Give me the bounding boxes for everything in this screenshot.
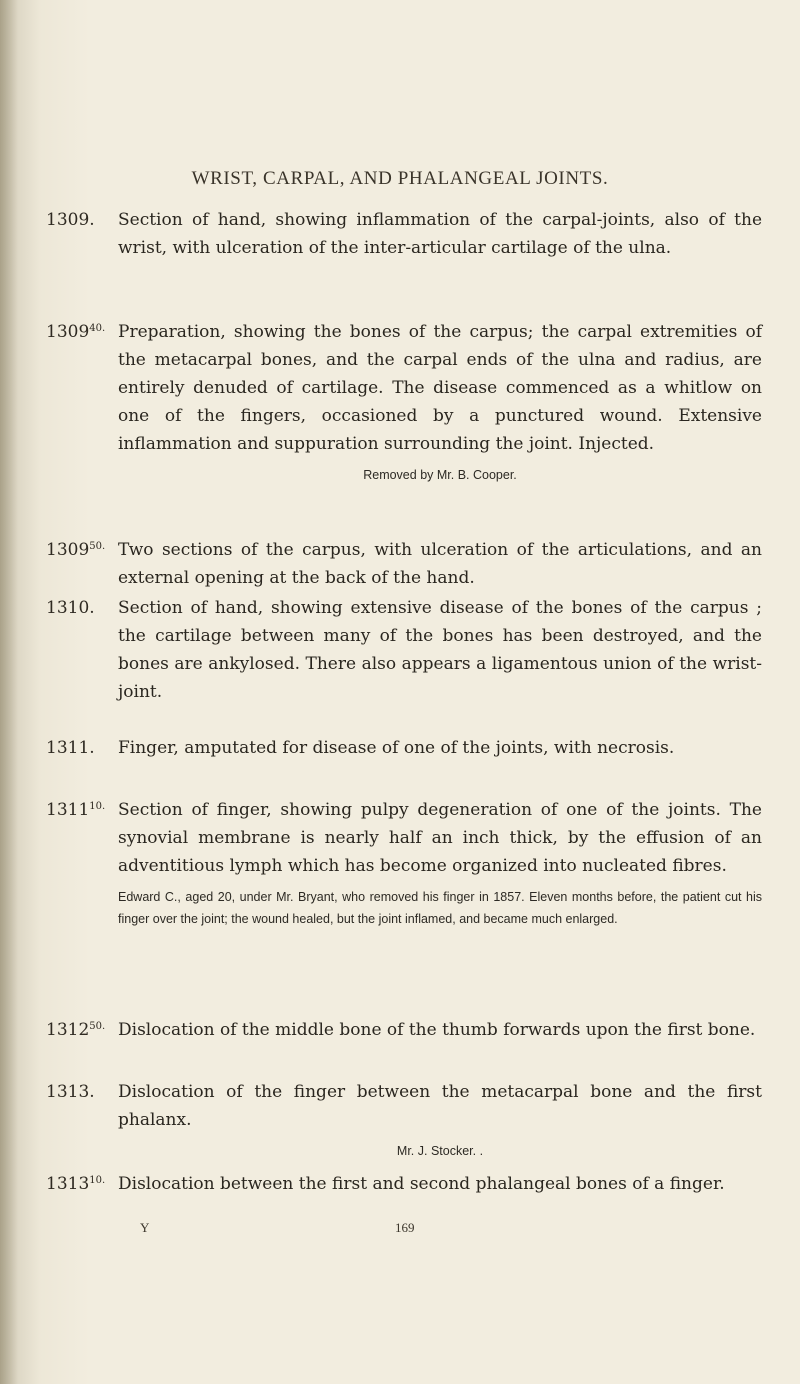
catalogue-entry-1312-50 xyxy=(46,1016,762,1044)
entry-number: 1313. xyxy=(46,1082,95,1102)
entry-number: $1313^{10.}$ xyxy=(46,1174,106,1194)
page-edge-shadow xyxy=(0,0,18,1384)
signature-mark: Y xyxy=(140,1220,150,1235)
case-note: Edward C., aged 20, under Mr. Bryant, who removed his finger in 1857. Eleven months before, the patient cut his finger over the joint; the wound healed, but the joint inflamed, and became much enlarged. xyxy=(118,890,762,926)
entry-number: 1310. xyxy=(46,598,95,618)
entry-description: Section of hand, showing extensive disease of the bones of the carpus ; the cartilage between many of the bones has been destroyed, and the bones are ankylosed. There also appears a ligamentous union of the wrist-joint. xyxy=(118,598,762,702)
entry-description: Dislocation between the first and second phalangeal bones of a finger. xyxy=(118,1174,725,1194)
donor-note: Mr. J. Stocker. . xyxy=(396,1144,484,1158)
entry-description: Section of hand, showing inflammation of the carpal-joints, also of the wrist, with ulceration of the inter-articular cartilage of the ulna. xyxy=(118,210,762,258)
page-number: 169 xyxy=(395,1220,415,1235)
entry-description: Dislocation of the middle bone of the thumb forwards upon the first bone. xyxy=(118,1020,756,1040)
entry-number: 1309. xyxy=(46,210,95,230)
entry-description: Two sections of the carpus, with ulceration of the articulations, and an external opening at the back of the hand. xyxy=(118,540,762,588)
catalogue-entry-1309-50 xyxy=(46,536,762,592)
entry-description: Section of finger, showing pulpy degeneration of one of the joints. The synovial membrane is nearly half an inch thick, by the effusion of an adventitious lymph which has become organized into nucleated fibres. xyxy=(118,800,762,876)
entry-description: Finger, amputated for disease of one of the joints, with necrosis. xyxy=(118,738,675,758)
entry-description: Dislocation of the finger between the metacarpal bone and the first phalanx. xyxy=(118,1082,762,1130)
catalogue-entry-1311 xyxy=(46,734,762,762)
entry-number: $1309^{50.}$ xyxy=(46,540,106,560)
entry-number: $1309^{40.}$ xyxy=(46,322,106,342)
catalogue-entry-1313 xyxy=(46,1078,762,1162)
catalogue-entry-1310 xyxy=(46,594,762,706)
catalogue-entry-1309-40 xyxy=(46,318,762,486)
donor-note: Removed by Mr. B. Cooper. xyxy=(363,468,517,482)
catalogue-entry-1313-10 xyxy=(46,1170,762,1198)
entry-number: 1311. xyxy=(46,738,95,758)
running-head: WRIST, CARPAL, AND PHALANGEAL JOINTS. xyxy=(191,168,609,189)
catalogue-entry-1309 xyxy=(46,206,762,262)
entry-number: $1311^{10.}$ xyxy=(46,800,106,820)
catalogue-entry-1311-10 xyxy=(46,796,762,930)
entry-description: Preparation, showing the bones of the carpus; the carpal extremities of the metacarpal bones, and the carpal ends of the ulna and radius, are entirely denuded of cartilage. The disease commenced as a whitlow on one of the fingers, occasioned by a punctured wound. Extensive inflammation and suppuration surrounding the joint. Injected. xyxy=(118,322,762,454)
entry-number: $1312^{50.}$ xyxy=(46,1020,106,1040)
